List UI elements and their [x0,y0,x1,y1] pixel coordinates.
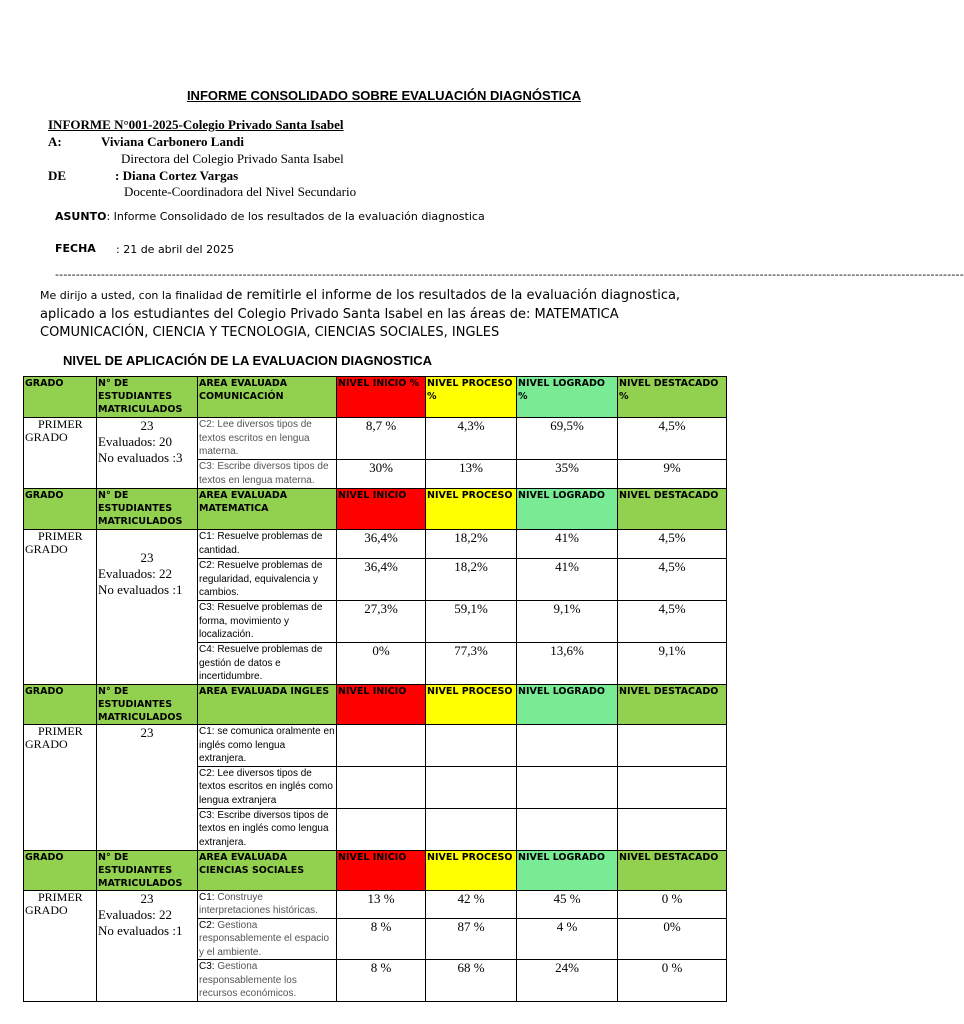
header-grado: GRADO [24,685,97,725]
students-evaluated: Evaluados: 22 [98,906,173,922]
value-destacado: 0% [618,918,727,960]
header-proceso: NIVEL PROCESO [426,489,517,530]
value-proceso [426,766,517,808]
header-logrado: NIVEL LOGRADO [517,850,618,890]
students-evaluated: Evaluados: 20 [98,434,173,449]
value-destacado: 9% [618,460,727,489]
value-proceso [426,725,517,767]
competency-desc [198,890,337,918]
value-inicio: 13 % [337,890,426,918]
header-destacado: NIVEL DESTACADO [618,489,727,530]
value-destacado [618,725,727,767]
value-inicio [337,725,426,767]
value-inicio [337,808,426,850]
competency-desc: C3: Resuelve problemas de forma, movimiento y localización. [198,601,337,643]
subject-line [55,210,485,223]
subject-text: : Informe Consolidado de los resultados de la evaluación diagnostica [106,210,485,223]
value-logrado: 13,6% [517,643,618,685]
header-area: AREA EVALUADA INGLES [198,685,337,725]
header-proceso: NIVEL PROCESO % [426,377,517,418]
value-logrado: 9,1% [517,601,618,643]
students-total: 23 [140,550,154,565]
header-area: AREA EVALUADA COMUNICACIÓN [198,377,337,418]
header-matriculados: N° DE ESTUDIANTES MATRICULADOS [97,489,198,530]
students-not-evaluated: No evaluados :1 [98,922,183,938]
header-matriculados: N° DE ESTUDIANTES MATRICULADOS [97,377,198,418]
value-proceso: 59,1% [426,601,517,643]
header-matriculados: N° DE ESTUDIANTES MATRICULADOS [97,850,198,890]
students-total: 23 [140,890,154,906]
table-row [24,530,727,559]
header-destacado: NIVEL DESTACADO % [618,377,727,418]
grado-line2: GRADO [25,542,68,556]
section-title: NIVEL DE APLICACIÓN DE LA EVALUACION DIAGNOSTICA [63,353,433,368]
value-logrado [517,808,618,850]
value-inicio [337,766,426,808]
header-logrado: NIVEL LOGRADO % [517,377,618,418]
subject-label: ASUNTO [55,210,107,223]
value-logrado: 35% [517,460,618,489]
value-logrado: 41% [517,530,618,559]
value-logrado: 69,5% [517,418,618,460]
students-cell [97,725,198,851]
value-destacado: 0 % [618,890,727,918]
results-table [23,376,727,1002]
value-inicio: 27,3% [337,601,426,643]
value-destacado: 4,5% [618,530,727,559]
competency-desc: C4: Resuelve problemas de gestión de datos e incertidumbre. [198,643,337,685]
value-proceso: 68 % [426,960,517,1002]
competency-text: Gestiona responsablemente los recursos económicos. [199,961,297,999]
value-inicio: 8 % [337,918,426,960]
students-total: 23 [140,418,154,433]
value-inicio: 8 % [337,960,426,1002]
value-proceso: 42 % [426,890,517,918]
header-inicio: NIVEL INICIO [337,850,426,890]
value-proceso: 18,2% [426,530,517,559]
competency-code: C2: [199,919,215,931]
grado-line1: PRIMER [38,889,83,904]
date-label: FECHA [55,242,96,255]
value-logrado [517,766,618,808]
students-evaluated: Evaluados: 22 [98,566,173,581]
grado-line1: PRIMER [38,529,83,543]
competency-text: Gestiona responsablemente el espacio y el ambiente. [199,919,330,958]
header-logrado: NIVEL LOGRADO [517,489,618,530]
table-row [24,890,727,918]
intro-body: de remitirle el informe de los resultados de la evaluación diagnostica, aplicado a los estudiantes del Colegio Privado Santa Isabel en las áreas de: MATEMATICA COMUNICACIÓN, CIENCIA Y TECNOLOGIA, CIENCIAS SOCIALES, INGLES [40,288,681,340]
to-name: Viviana Carbonero Landi [101,134,245,149]
to-label: A: [48,134,62,149]
header-matriculados: N° DE ESTUDIANTES MATRICULADOS [97,685,198,725]
competency-desc: C1: se comunica oralmente en inglés como lengua extranjera. [199,726,335,764]
value-logrado: 24% [517,960,618,1002]
value-destacado: 0 % [618,960,727,1002]
competency-desc: C2: Lee diversos tipos de textos escritos en inglés como lengua extranjera [198,766,337,808]
value-inicio: 8,7 % [337,418,426,460]
intro-lead: Me dirijo a usted, con la finalidad [40,289,227,302]
value-logrado [517,725,618,767]
value-destacado: 4,5% [618,601,727,643]
header-inicio: NIVEL INICIO [337,685,426,725]
students-cell [97,418,198,489]
from-role: Docente-Coordinadora del Nivel Secundario [124,184,357,199]
table-row [24,725,727,767]
header-destacado: NIVEL DESTACADO [618,850,727,890]
table-row [24,418,727,460]
grado-line1: PRIMER [38,417,83,431]
header-grado: GRADO [24,489,97,530]
value-proceso [426,808,517,850]
grado-cell [24,890,97,1001]
value-proceso: 77,3% [426,643,517,685]
competency-desc: C1: Resuelve problemas de cantidad. [198,530,337,559]
header-inicio: NIVEL INICIO [337,489,426,530]
students-cell [97,890,198,1001]
competency-desc [198,918,337,960]
grado-line2: GRADO [25,902,68,917]
value-proceso: 13% [426,460,517,489]
students-cell [97,530,198,685]
grado-line1: PRIMER [38,724,83,738]
competency-text: Construye interpretaciones históricas. [199,891,318,916]
competency-desc: C3: Escribe diversos tipos de textos en lengua materna. [198,460,337,489]
competency-desc [198,960,337,1002]
date-text: : 21 de abril del 2025 [116,243,235,256]
intro-paragraph [40,287,730,343]
header-grado: GRADO [24,377,97,418]
from-name: : Diana Cortez Vargas [115,168,239,183]
competency-code: C3: [199,961,215,972]
value-proceso: 18,2% [426,559,517,601]
students-not-evaluated: No evaluados :1 [98,582,183,597]
from-label: DE [48,168,67,183]
header-proceso: NIVEL PROCESO [426,850,517,890]
grado-cell [24,418,97,489]
report-title: INFORME CONSOLIDADO SOBRE EVALUACIÓN DIAGNÓSTICA [186,88,582,103]
table-header-row [24,850,727,890]
header-area: AREA EVALUADA MATEMATICA [198,489,337,530]
header-destacado: NIVEL DESTACADO [618,685,727,725]
header-inicio: NIVEL INICIO % [337,377,426,418]
header-grado: GRADO [24,850,97,890]
value-destacado [618,766,727,808]
value-destacado: 4,5% [618,418,727,460]
table-header-row [24,489,727,530]
value-logrado: 41% [517,559,618,601]
value-destacado: 9,1% [618,643,727,685]
separator-line: -------------------------------------------------------------------------------------------------------------------------------------------------------------------------------------------------------------------------- [55,268,964,281]
grado-line2: GRADO [25,430,68,444]
value-destacado: 4,5% [618,559,727,601]
value-inicio: 0% [337,643,426,685]
grado-cell [24,725,97,851]
to-role: Directora del Colegio Privado Santa Isabel [121,151,344,166]
value-inicio: 36,4% [337,530,426,559]
value-proceso: 4,3% [426,418,517,460]
competency-desc: C2: Resuelve problemas de regularidad, equivalencia y cambios. [198,559,337,601]
header-logrado: NIVEL LOGRADO [517,685,618,725]
students-not-evaluated: No evaluados :3 [98,450,183,465]
value-inicio: 30% [337,460,426,489]
table-header-row [24,377,727,418]
value-logrado: 4 % [517,918,618,960]
value-proceso: 87 % [426,918,517,960]
informe-number: INFORME N°001-2025-Colegio Privado Santa Isabel [48,117,344,132]
grado-line2: GRADO [25,737,68,751]
header-proceso: NIVEL PROCESO [426,685,517,725]
competency-desc: C3: Escribe diversos tipos de textos en inglés como lengua extranjera. [198,808,337,850]
value-destacado [618,808,727,850]
grado-cell [24,530,97,685]
competency-code: C1: [199,891,215,903]
header-area: AREA EVALUADA CIENCIAS SOCIALES [198,850,337,890]
competency-desc: C2: Lee diversos tipos de textos escritos en lengua materna. [198,418,337,460]
value-inicio: 36,4% [337,559,426,601]
table-header-row [24,685,727,725]
value-logrado: 45 % [517,890,618,918]
students-total: 23 [140,725,154,740]
